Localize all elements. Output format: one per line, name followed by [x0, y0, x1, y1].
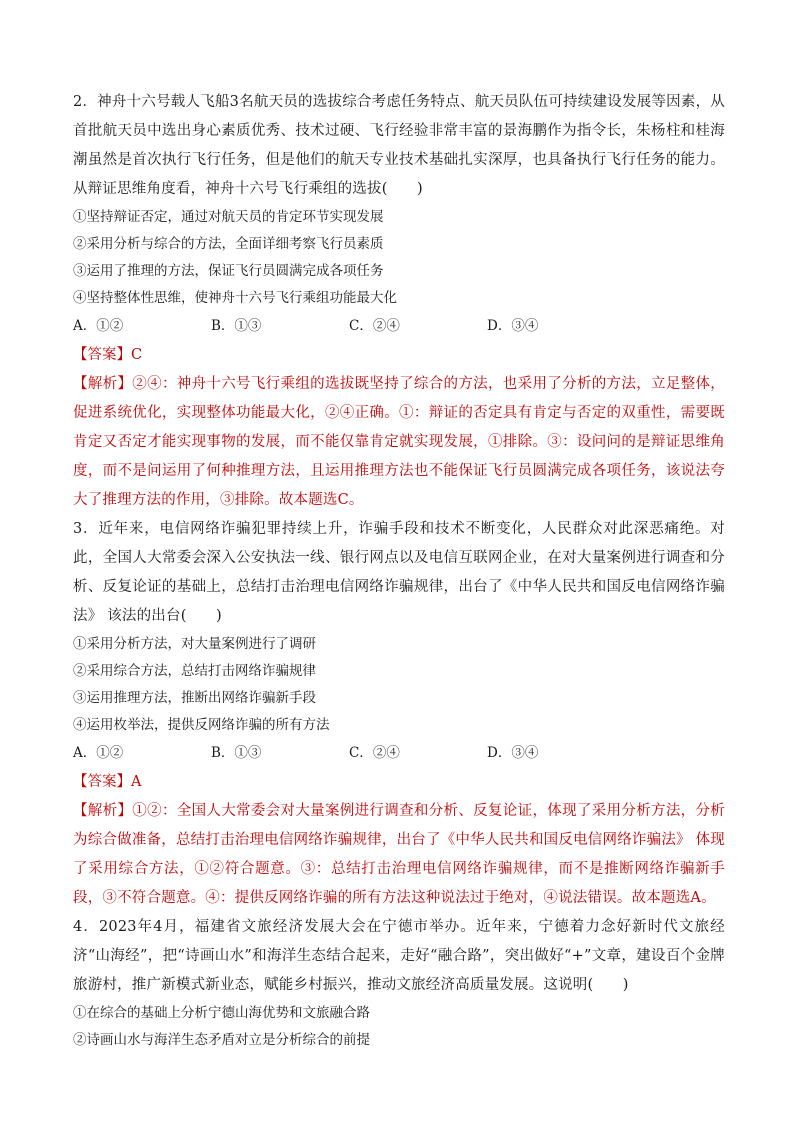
question-3-choices	[73, 739, 725, 768]
document-content	[73, 88, 725, 1054]
question-3-analysis	[73, 797, 725, 913]
question-3-option-2: ②采用综合方法，总结打击网络诈骗规律	[73, 663, 316, 679]
question-4-option-1: ①在综合的基础上分析宁德山海优势和文旅融合路	[73, 1005, 370, 1021]
question-4-option-2: ②诗画山水与海洋生态矛盾对立是分析综合的前提	[73, 1032, 370, 1048]
question-3-stem: 3．近年来，电信网络诈骗犯罪持续上升，诈骗手段和技术不断变化，人民群众对此深恶痛绝。对此，全国人大常委会深入公安执法一线、银行网点以及电信互联网企业，在对大量案例进行调查和分析、反复论证的基础上，总结打击治理电信网络诈骗规律，出台了《中华人民共和国反电信网络诈骗法》 该法的出台( )	[73, 521, 725, 624]
answer-tag: 【答案】	[73, 347, 131, 363]
question-2-answer	[73, 341, 725, 370]
question-2	[73, 88, 725, 515]
choice-d: D．③④	[487, 745, 539, 761]
analysis-tag: 【解析】	[73, 803, 133, 819]
choice-a: A．①②	[73, 318, 124, 334]
question-3-option-1: ①采用分析方法，对大量案例进行了调研	[73, 636, 316, 652]
question-2-option-3: ③运用了推理的方法，保证飞行员圆满完成各项任务	[73, 263, 384, 279]
question-4	[73, 913, 725, 1054]
question-3	[73, 515, 725, 913]
choice-a: A．①②	[73, 745, 124, 761]
choice-c: C．②④	[349, 318, 400, 334]
question-3-option-4: ④运用枚举法，提供反网络诈骗的所有方法	[73, 717, 330, 733]
question-2-analysis	[73, 370, 725, 515]
answer-value: C	[131, 347, 143, 363]
question-3-answer	[73, 768, 725, 797]
question-2-choices	[73, 312, 725, 341]
question-2-option-2: ②采用分析与综合的方法，全面详细考察飞行员素质	[73, 236, 384, 252]
choice-c: C．②④	[349, 745, 400, 761]
choice-d: D．③④	[487, 318, 539, 334]
analysis-text: ①②：全国人大常委会对大量案例进行调查和分析、反复论证，体现了采用分析方法，分析为综合做准备，总结打击治理电信网络诈骗规律，出台了《中华人民共和国反电信网络诈骗法》 体现了采用综合方法，①②符合题意。③：总结打击治理电信网络诈骗规律，而不是推断网络诈骗新手段，③不符合题意。④：提供反网络诈骗的所有方法这种说法过于绝对，④说法错误。故本题选A。	[73, 803, 725, 906]
choice-b: B．①③	[211, 318, 262, 334]
question-2-option-1: ①坚持辩证否定，通过对航天员的肯定环节实现发展	[73, 209, 384, 225]
question-2-stem: 2．神舟十六号载人飞船3名航天员的选拔综合考虑任务特点、航天员队伍可持续建设发展等因素，从首批航天员中选出身心素质优秀、技术过硬、飞行经验非常丰富的景海鹏作为指令长，朱杨柱和桂海潮虽然是首次执行飞行任务，但是他们的航天专业技术基础扎实深厚，也具备执行飞行任务的能力。从辩证思维角度看，神舟十六号飞行乘组的选拔( )	[73, 94, 725, 197]
choice-b: B．①③	[211, 745, 262, 761]
answer-value: A	[131, 774, 142, 790]
answer-tag: 【答案】	[73, 774, 131, 790]
analysis-text: ②④：神舟十六号飞行乘组的选拔既坚持了综合的方法，也采用了分析的方法，立足整体，促进系统优化，实现整体功能最大化，②④正确。①：辩证的否定具有肯定与否定的双重性，需要既肯定又否定才能实现事物的发展，而不能仅靠肯定就实现发展，①排除。③：设问问的是辩证思维角度，而不是问运用了何种推理方法，且运用推理方法也不能保证飞行员圆满完成各项任务，该说法夸大了推理方法的作用，③排除。故本题选C。	[73, 376, 725, 508]
question-2-option-4: ④坚持整体性思维，使神舟十六号飞行乘组功能最大化	[73, 290, 397, 306]
question-4-stem: 4．2023年4月，福建省文旅经济发展大会在宁德市举办。近年来，宁德着力念好新时代文旅经济“山海经”，把“诗画山水”和海洋生态结合起来，走好“融合路”，突出做好“+”文章，建设百个金牌旅游村，推广新模式新业态，赋能乡村振兴，推动文旅经济高质量发展。这说明( )	[73, 919, 725, 993]
question-3-option-3: ③运用推理方法，推断出网络诈骗新手段	[73, 690, 316, 706]
analysis-tag: 【解析】	[73, 376, 133, 392]
